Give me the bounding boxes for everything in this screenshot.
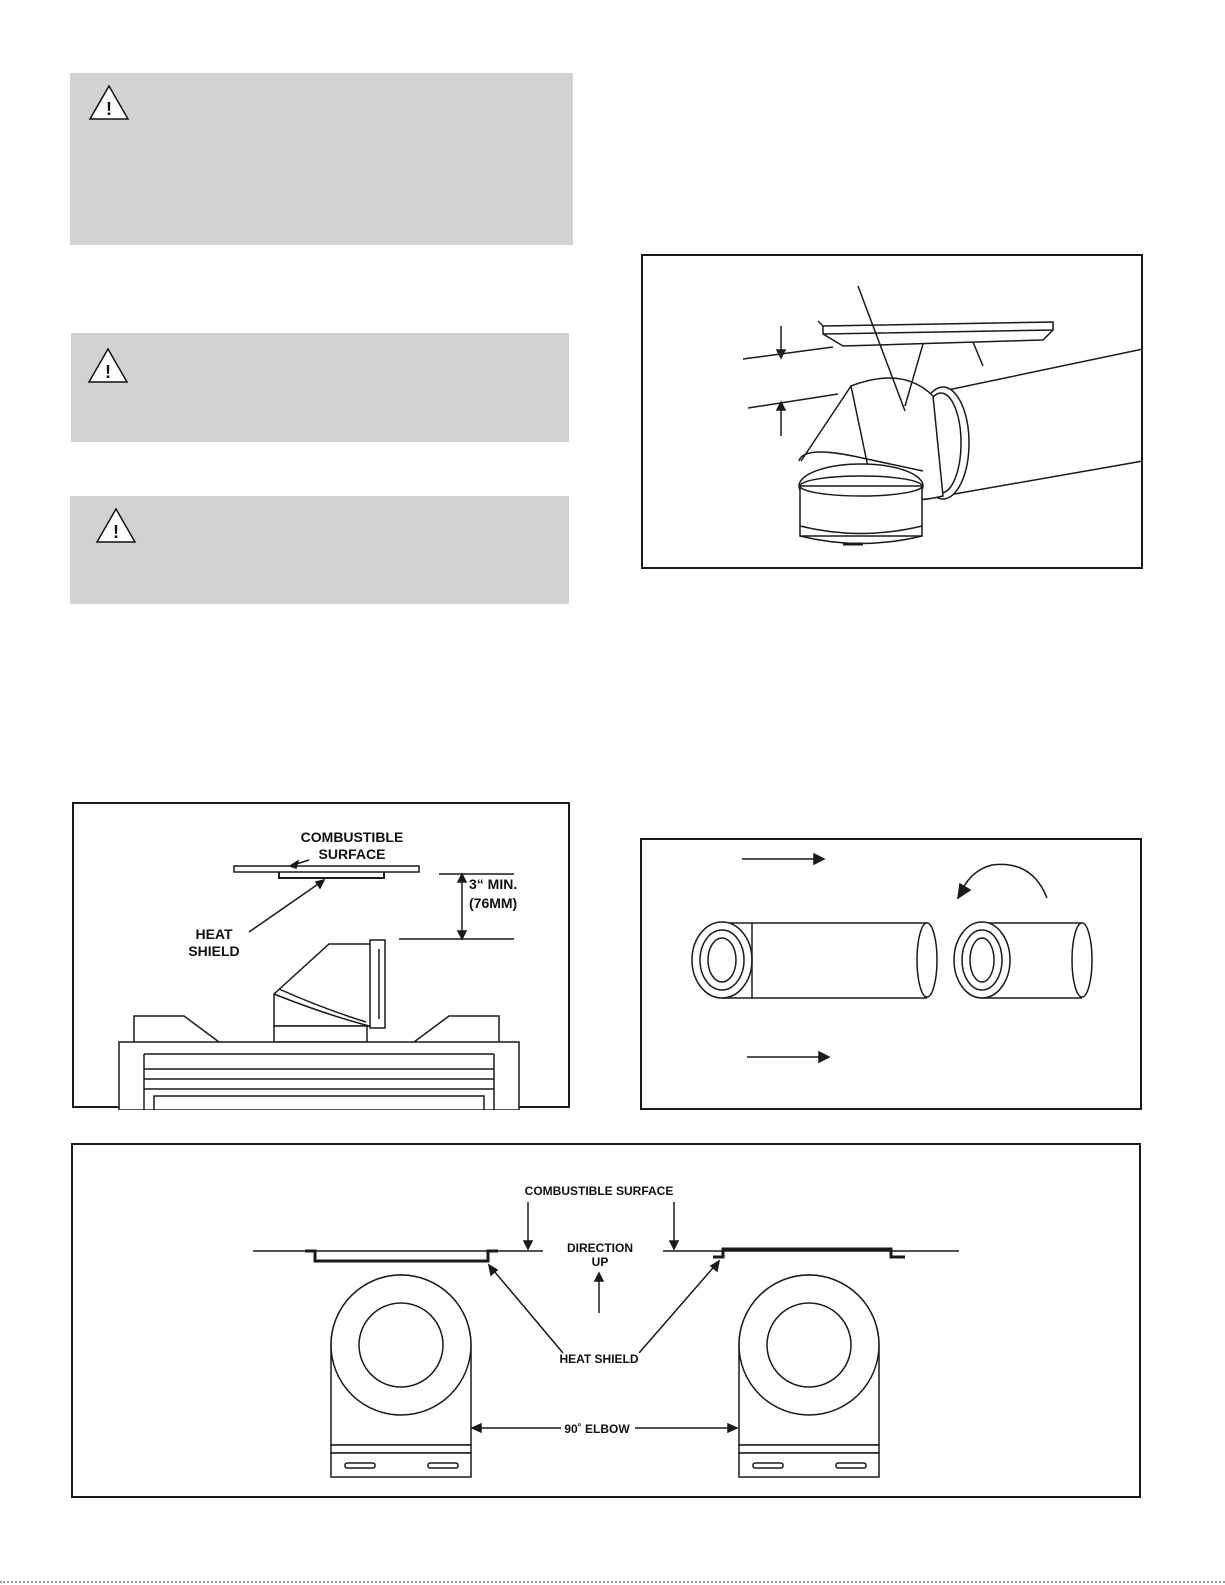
heat-shield-label: HEAT <box>195 926 233 942</box>
clearance-illustration <box>74 804 572 1110</box>
warning-panel-1 <box>70 73 573 245</box>
combustible-surface-label: COMBUSTIBLE <box>300 829 404 845</box>
warning-triangle-icon <box>94 506 138 546</box>
heat-shield-label: HEAT SHIELD <box>559 1352 639 1366</box>
clearance-label: 3“ MIN. <box>469 876 518 892</box>
heat-shield-orientation-illustration <box>73 1145 1143 1500</box>
combustible-surface-label: SURFACE <box>318 846 386 862</box>
pipe-rotation-illustration <box>642 840 1144 1112</box>
clearance-label: (76MM) <box>469 895 518 911</box>
figure-pipe-rotation <box>640 838 1142 1110</box>
combustible-surface-label: COMBUSTIBLE SURFACE <box>524 1184 674 1198</box>
figure-heat-shield-orientation <box>71 1143 1141 1498</box>
direction-label: UP <box>591 1255 609 1269</box>
page-bottom-rule <box>0 1581 1225 1583</box>
figure-clearance <box>72 802 570 1108</box>
warning-panel-2 <box>71 333 569 442</box>
warning-triangle-icon <box>86 346 130 386</box>
warning-mark: ! <box>105 362 111 382</box>
warning-mark: ! <box>113 522 119 542</box>
warning-mark: ! <box>106 99 112 119</box>
warning-triangle-icon <box>87 83 131 123</box>
elbow-heat-shield-illustration <box>643 256 1145 571</box>
warning-panel-3 <box>70 496 569 604</box>
direction-label: DIRECTION <box>567 1241 633 1255</box>
figure-heat-shield-elbow <box>641 254 1143 569</box>
heat-shield-label: SHIELD <box>188 943 240 959</box>
elbow-label: 90˚ ELBOW <box>564 1422 630 1436</box>
